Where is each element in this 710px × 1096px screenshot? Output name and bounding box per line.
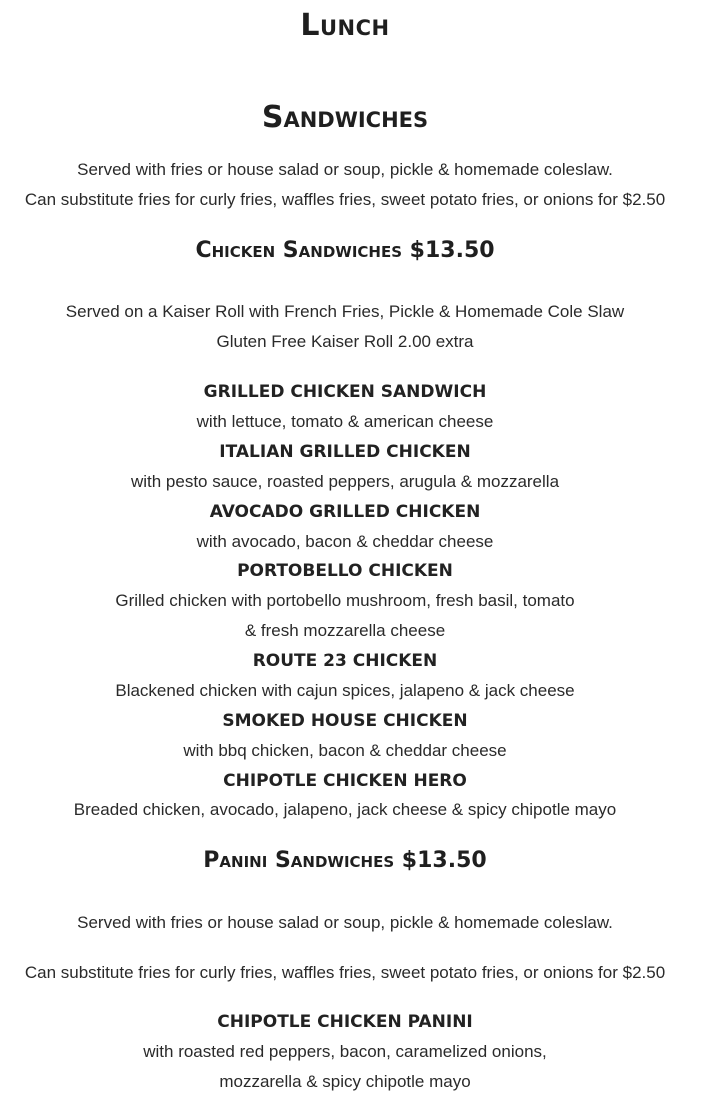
menu-item-desc: Blackened chicken with cajun spices, jalapeno & jack cheese xyxy=(115,681,575,700)
menu-item-name: CHIPOTLE CHICKEN PANINI xyxy=(217,1012,473,1032)
menu-item-desc: with lettuce, tomato & american cheese xyxy=(196,412,494,431)
menu-item-name: SMOKED HOUSE CHICKEN xyxy=(222,711,468,731)
chicken-note: Gluten Free Kaiser Roll 2.00 extra xyxy=(216,332,474,351)
menu-item-desc: with avocado, bacon & cheddar cheese xyxy=(196,532,494,551)
section-title: Sandwiches xyxy=(261,100,429,135)
menu-item-desc: & fresh mozzarella cheese xyxy=(244,621,446,640)
menu-item-name: PORTOBELLO CHICKEN xyxy=(237,561,453,581)
section-note: Can substitute fries for curly fries, waffles fries, sweet potato fries, or onions for $2.50 xyxy=(24,190,666,209)
menu-item-name: GRILLED CHICKEN SANDWICH xyxy=(203,382,487,402)
page-title: Lunch xyxy=(300,8,390,43)
menu-item-desc: with bbq chicken, bacon & cheddar cheese xyxy=(183,741,507,760)
menu-item-name: ITALIAN GRILLED CHICKEN xyxy=(219,442,471,462)
panini-note: Served with fries or house salad or soup, pickle & homemade coleslaw. xyxy=(77,913,613,932)
menu-item-name: ROUTE 23 CHICKEN xyxy=(252,651,438,671)
chicken-note: Served on a Kaiser Roll with French Fries, Pickle & Homemade Cole Slaw xyxy=(65,302,625,321)
menu-item-desc: Breaded chicken, avocado, jalapeno, jack cheese & spicy chipotle mayo xyxy=(73,800,617,819)
panini-note: Can substitute fries for curly fries, waffles fries, sweet potato fries, or onions for $2.50 xyxy=(24,963,666,982)
panini-heading: Panini Sandwiches $13.50 xyxy=(203,848,487,873)
menu-item-desc: with roasted red peppers, bacon, caramelized onions, xyxy=(143,1042,547,1061)
menu-item-desc: mozzarella & spicy chipotle mayo xyxy=(219,1072,471,1091)
section-note: Served with fries or house salad or soup, pickle & homemade coleslaw. xyxy=(77,160,613,179)
menu-item-desc: with pesto sauce, roasted peppers, arugula & mozzarella xyxy=(130,472,560,491)
chicken-heading: Chicken Sandwiches $13.50 xyxy=(195,238,495,263)
menu-item-name: AVOCADO GRILLED CHICKEN xyxy=(209,502,481,522)
menu-item-name: CHIPOTLE CHICKEN HERO xyxy=(223,771,467,791)
menu-item-desc: Grilled chicken with portobello mushroom, fresh basil, tomato xyxy=(115,591,575,610)
